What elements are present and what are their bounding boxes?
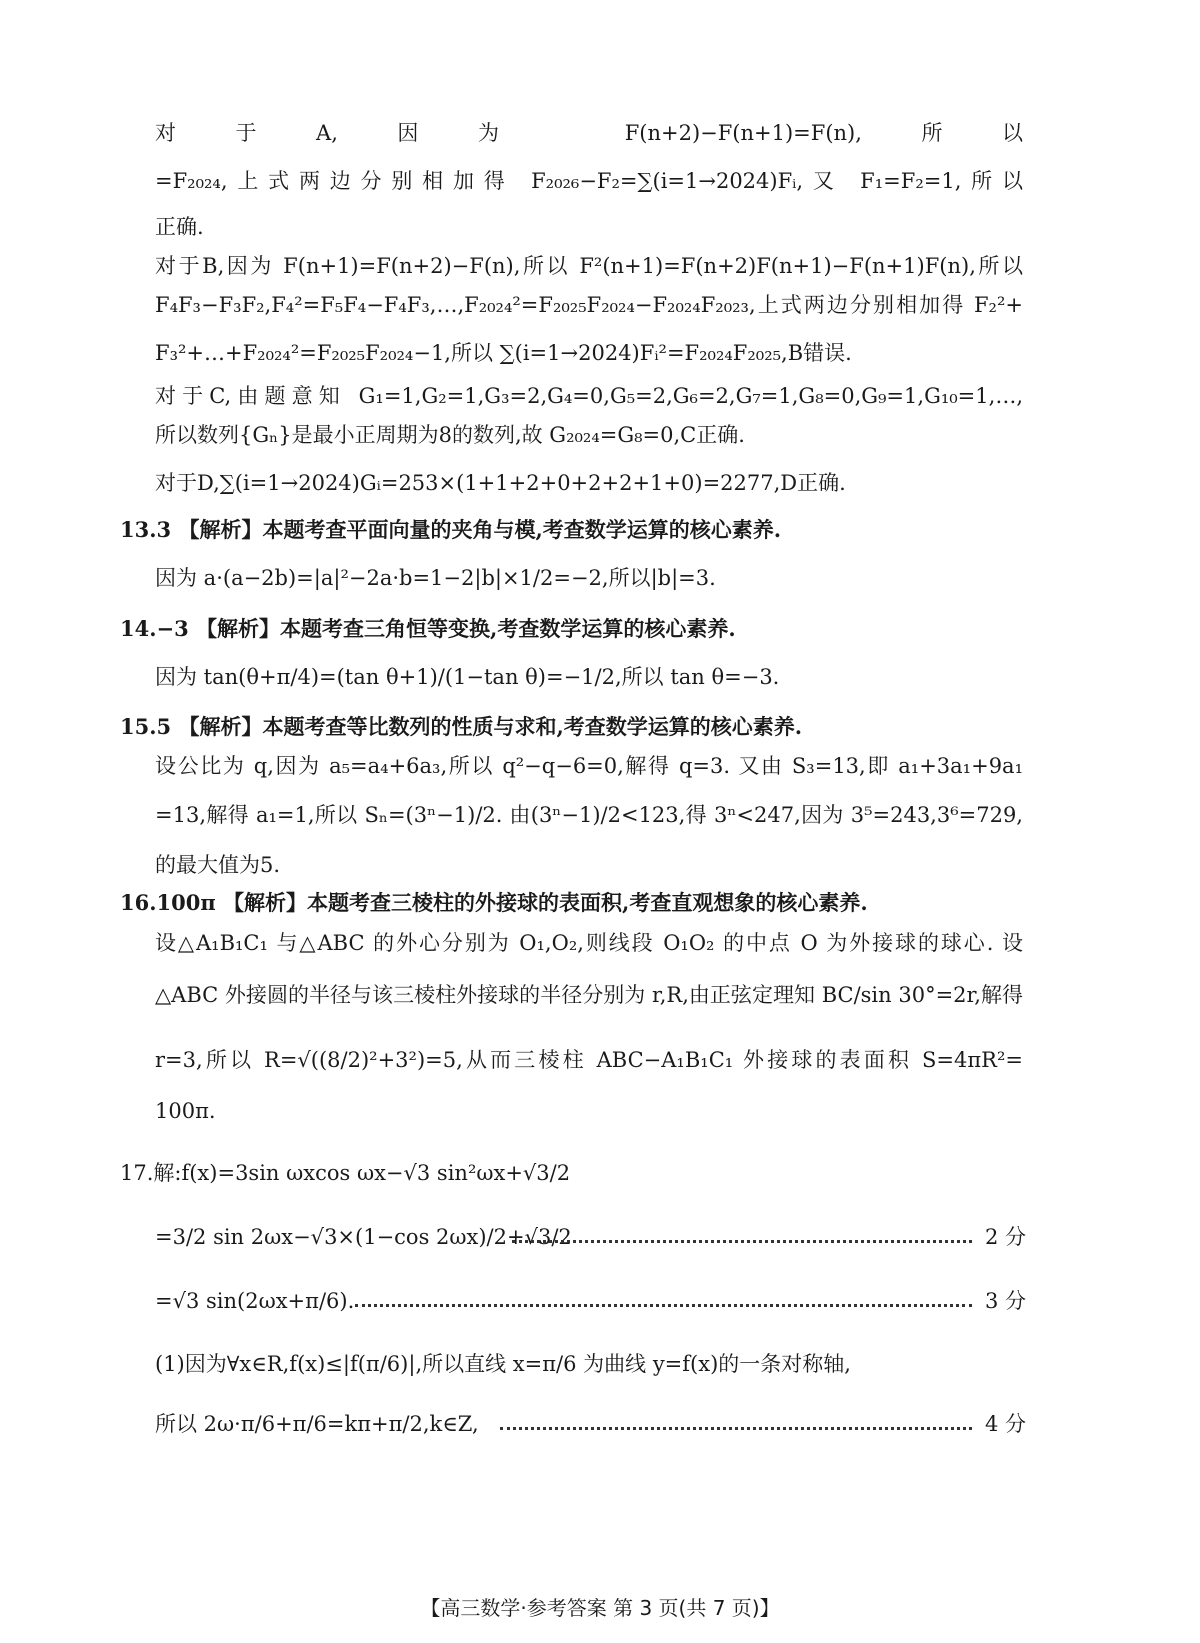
- solution-line: 的最大值为5.: [155, 853, 281, 877]
- score-mark: 4 分: [985, 1412, 1027, 1436]
- score-leader-dots: [512, 1240, 972, 1243]
- score-mark: 3 分: [985, 1289, 1027, 1313]
- solution-line: 因为 tan(θ+π/4)=(tan θ+1)/(1−tan θ)=−1/2,所以 tan θ=−3.: [155, 665, 780, 689]
- solution-line: =3/2 sin 2ωx−√3×(1−cos 2ωx)/2+√3/2: [155, 1225, 572, 1249]
- solution-line: (1)因为∀x∈R,f(x)≤|f(π/6)|,所以直线 x=π/6 为曲线 y=f(x)的一条对称轴,: [155, 1352, 851, 1376]
- answer-14-heading: 14.−3 【解析】本题考查三角恒等变换,考查数学运算的核心素养.: [120, 616, 736, 641]
- solution-line: F₄F₃−F₃F₂,F₄²=F₅F₄−F₄F₃,…,F₂₀₂₄²=F₂₀₂₅F₂₀₂₄−F₂₀₂₄F₂₀₂₃,上式两边分别相加得 F₂²+: [155, 293, 1023, 317]
- solution-line: F₃²+…+F₂₀₂₄²=F₂₀₂₅F₂₀₂₄−1,所以 ∑(i=1→2024)Fᵢ²=F₂₀₂₄F₂₀₂₅,B错误.: [155, 341, 852, 365]
- score-leader-dots: [500, 1427, 972, 1430]
- solution-line: =√3 sin(2ωx+π/6).: [155, 1289, 355, 1313]
- answer-15-heading: 15.5 【解析】本题考查等比数列的性质与求和,考查数学运算的核心素养.: [120, 714, 803, 739]
- solution-line: 对于A,因为 F(n+2)−F(n+1)=F(n),所以: [155, 121, 1023, 145]
- solution-line: △ABC 外接圆的半径与该三棱柱外接球的半径分别为 r,R,由正弦定理知 BC/sin 30°=2r,解得: [155, 983, 1023, 1007]
- solution-line: 设△A₁B₁C₁ 与△ABC 的外心分别为 O₁,O₂,则线段 O₁O₂ 的中点 O 为外接球的球心. 设: [155, 931, 1023, 955]
- solution-line: 对于D,∑(i=1→2024)Gᵢ=253×(1+1+2+0+2+2+1+0)=2277,D正确.: [155, 471, 846, 495]
- solution-line: 对于C,由题意知 G₁=1,G₂=1,G₃=2,G₄=0,G₅=2,G₆=2,G₇=1,G₈=0,G₉=1,G₁₀=1,…,: [155, 384, 1023, 408]
- solution-line: 设公比为 q,因为 a₅=a₄+6a₃,所以 q²−q−6=0,解得 q=3. 又由 S₃=13,即 a₁+3a₁+9a₁: [155, 754, 1023, 778]
- solution-line: r=3,所以 R=√((8/2)²+3²)=5,从而三棱柱 ABC−A₁B₁C₁ 外接球的表面积 S=4πR²=: [155, 1048, 1023, 1072]
- solution-line: 100π.: [155, 1099, 216, 1123]
- page-footer: 【高三数学·参考答案 第 3 页(共 7 页)】: [420, 1596, 780, 1620]
- solution-line: 所以 2ω·π/6+π/6=kπ+π/2,k∈Z,: [155, 1412, 479, 1436]
- answer-13-heading: 13.3 【解析】本题考查平面向量的夹角与模,考查数学运算的核心素养.: [120, 517, 782, 542]
- solution-line: 所以数列{Gₙ}是最小正周期为8的数列,故 G₂₀₂₄=G₈=0,C正确.: [155, 423, 745, 447]
- score-leader-dots: [355, 1304, 972, 1307]
- solution-line: =13,解得 a₁=1,所以 Sₙ=(3ⁿ−1)/2. 由(3ⁿ−1)/2<123,得 3ⁿ<247,因为 3⁵=243,3⁶=729,: [155, 803, 1023, 827]
- solution-line: 因为 a·(a−2b)=|a|²−2a·b=1−2|b|×1/2=−2,所以|b|=3.: [155, 566, 716, 590]
- solution-line: 正确.: [155, 215, 204, 239]
- answer-16-heading: 16.100π 【解析】本题考查三棱柱的外接球的表面积,考查直观想象的核心素养.: [120, 890, 868, 915]
- solution-line: 对于B,因为 F(n+1)=F(n+2)−F(n),所以 F²(n+1)=F(n+2)F(n+1)−F(n+1)F(n),所以: [155, 254, 1023, 278]
- score-mark: 2 分: [985, 1225, 1027, 1249]
- solution-line: =F₂₀₂₄,上式两边分别相加得 F₂₀₂₆−F₂=∑(i=1→2024)Fᵢ,又 F₁=F₂=1,所以: [155, 169, 1023, 193]
- question-17-start: 17.解:f(x)=3sin ωxcos ωx−√3 sin²ωx+√3/2: [120, 1161, 571, 1185]
